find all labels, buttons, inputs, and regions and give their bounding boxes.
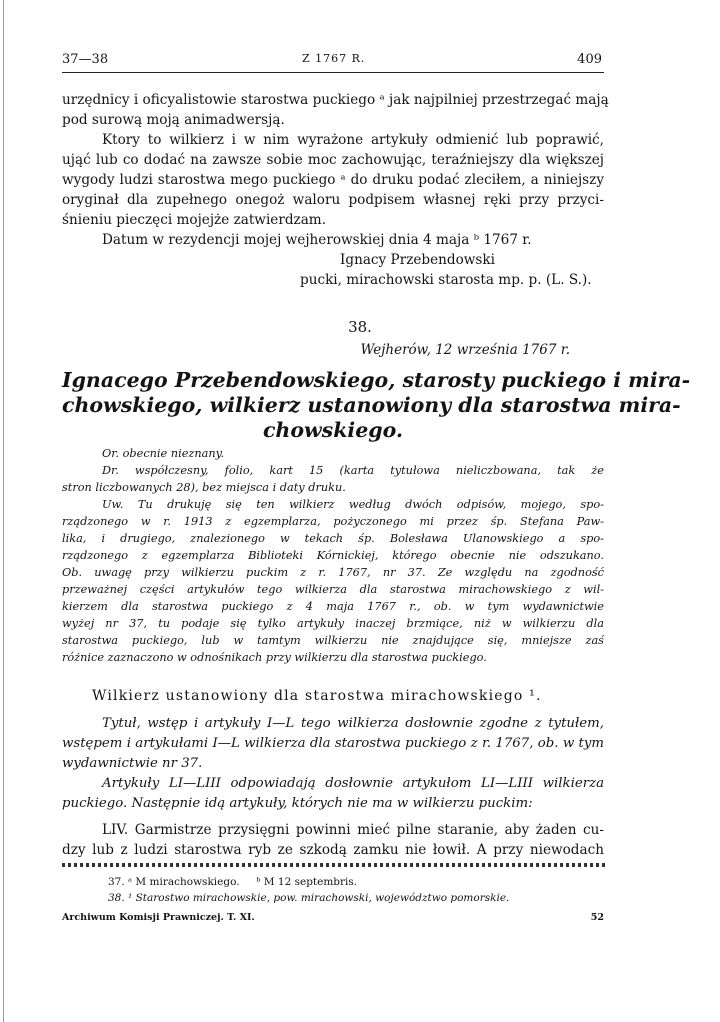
doc37-para-line: wygody ludzi starostwa mego puckiego ᵃ do druku podać zleciłem, a niniejszy (62, 172, 604, 188)
doc38-note-remark: Uw. Tu drukuję się ten wilkierz według dwóch odpisów, mojego, spo- (102, 498, 604, 511)
doc37-datum: Datum w rezydencji mojej wejherowskiej dnia 4 maja ᵇ 1767 r. (102, 232, 532, 248)
doc37-para-line: oryginał dla zupełnego onegoż waloru podpisem własnej ręki przy przyci- (62, 192, 604, 208)
page-edge-line (3, 0, 4, 1022)
doc38-title-line: chowskiego. (262, 418, 404, 442)
doc38-article-54: dzy lub z ludzi starostwa ryb ze szkodą zamku nie łowił. A przy niewodach (62, 842, 604, 858)
doc38-title-line: Ignacego Przebendowskiego, starosty puckiego i mira- (62, 368, 691, 392)
doc38-intro-line: Tytuł, wstęp i artykuły I—L tego wilkierza dosłownie zgodne z tytułem, (102, 716, 604, 731)
doc37-para-line: ująć lub co dodać na zawsze sobie moc zachowując, teraźniejszy dla większej (62, 152, 604, 168)
doc38-note-print: stron liczbowanych 28), bez miejsca i daty druku. (62, 481, 346, 494)
doc38-note-remark: rządzonego w r. 1913 z egzemplarza, pożyczonego mi przez śp. Stefana Paw- (62, 515, 604, 528)
running-header (62, 52, 602, 70)
doc38-title-line: chowskiego, wilkierz ustanowiony dla starostwa mira- (62, 393, 681, 417)
doc37-para-line: śnieniu pieczęci mojejże zatwierdzam. (62, 212, 327, 228)
doc38-note-remark: przeważnej części artykułów tego wilkierza dla starostwa mirachowskiego z wil- (62, 583, 604, 596)
doc38-note-remark: starostwa puckiego, lub w tamtym wilkierzu nie znajdujące się, mniejsze zaś (62, 634, 604, 647)
header-page-number: 409 (577, 52, 602, 67)
doc38-intro-line: puckiego. Następnie idą artykuły, których nie ma w wilkierzu puckim: (62, 796, 533, 811)
doc38-intro-line: Artykuły LI—LIII odpowiadają dosłownie artykułom LI—LIII wilkierza (102, 776, 604, 791)
doc38-intro-line: wydawnictwie nr 37. (62, 756, 203, 771)
doc38-intro-line: wstępem i artykułami I—L wilkierza dla starostwa puckiego z r. 1767, ob. w tym (62, 736, 604, 751)
doc37-line: urzędnicy i oficyalistowie starostwa puckiego ᵃ jak najpilniej przestrzegać mają (62, 92, 609, 108)
footer-sheet-number: 52 (590, 912, 604, 923)
doc38-note-remark: lika, i drugiego, znalezionego w tekach śp. Bolesława Ulanowskiego a spo- (62, 532, 604, 545)
doc38-note-remark: kierzem dla starostwa puckiego z 4 maja 1767 r., ob. w tym wydawnictwie (62, 600, 604, 613)
doc38-article-54: LIV. Garmistrze przysięgni powinni mieć pilne staranie, aby żaden cu- (102, 822, 604, 838)
doc37-signature-title: pucki, mirachowski starosta mp. p. (L. S.). (300, 272, 592, 288)
header-doc-range: 37—38 (62, 52, 109, 67)
doc38-note-remark: Ob. uwagę przy wilkierzu puckim z r. 1767, nr 37. Ze względu na zgodność (62, 566, 604, 579)
doc37-para-line: Ktory to wilkierz i w nim wyrażone artykuły odmienić lub poprawić, (102, 132, 604, 148)
doc38-section-heading: Wilkierz ustanowiony dla starostwa mirachowskiego ¹. (92, 688, 542, 704)
footnote-37: 37. ᵃ M mirachowskiego. ᵇ M 12 septembris. (108, 876, 358, 888)
doc38-note-print: Dr. współczesny, folio, kart 15 (karta tytułowa nieliczbowana, tak że (102, 464, 604, 477)
footnote-separator (62, 863, 606, 867)
header-rule (62, 72, 604, 73)
doc38-date: Wejherów, 12 września 1767 r. (360, 342, 570, 358)
doc38-number: 38. (348, 318, 372, 336)
footnote-38: 38. ¹ Starostwo mirachowskie, pow. mirachowski, województwo pomorskie. (108, 892, 510, 904)
doc38-note-original: Or. obecnie nieznany. (102, 447, 225, 460)
doc38-note-remark: rządzonego z egzemplarza Biblioteki Kórnickiej, którego obecnie nie odszukano. (62, 549, 604, 562)
doc38-note-remark: wyżej nr 37, tu podaje się tylko artykuły inaczej brzmiące, niż w wilkierzu dla (62, 617, 604, 630)
header-year: Z 1767 R. (302, 52, 366, 65)
page-footer (62, 912, 604, 923)
footer-series-title: Archiwum Komisji Prawniczej. T. XI. (62, 912, 255, 923)
doc38-note-remark: różnice zaznaczono w odnośnikach przy wilkierzu dla starostwa puckiego. (62, 651, 487, 664)
doc37-line: pod surową moją animadwersją. (62, 112, 285, 128)
doc37-signature-name: Ignacy Przebendowski (340, 252, 495, 268)
